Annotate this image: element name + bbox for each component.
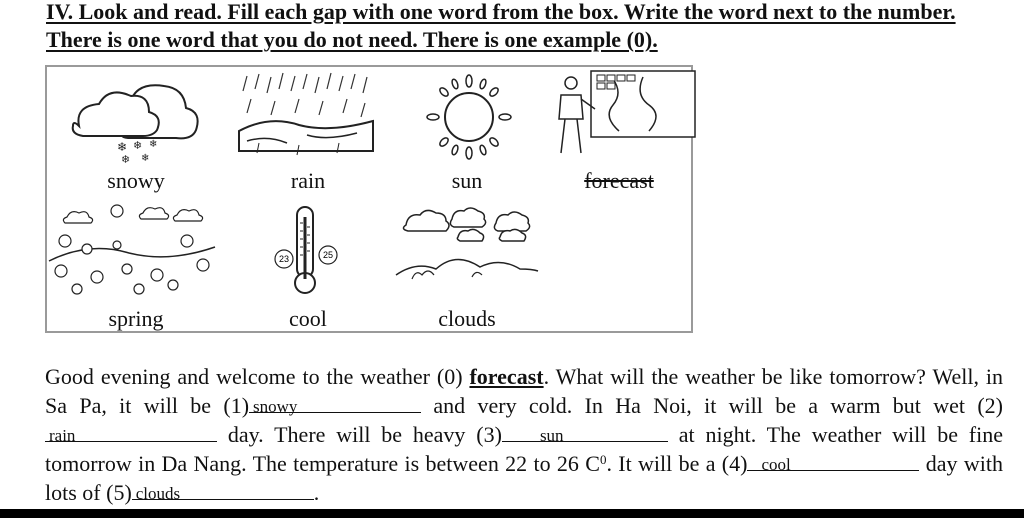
word-card-snowy [49, 71, 209, 167]
passage-text-2: . What will the weather be like tomorrow? Well, in Sa Pa, it will be (1) [45, 364, 1003, 418]
example-word: forecast [469, 364, 544, 389]
passage-text-8: . [313, 480, 320, 505]
answer-3: sun [539, 426, 564, 445]
word-box [45, 65, 693, 333]
svg-text:❄: ❄ [149, 139, 158, 150]
word-forecast-crossed: forecast [584, 168, 654, 193]
answer-1: snowy [253, 397, 298, 416]
gap-5[interactable] [132, 481, 314, 503]
gap-1[interactable] [249, 394, 421, 416]
word-clouds: clouds [438, 306, 496, 331]
svg-text:❄: ❄ [141, 153, 150, 164]
svg-text:❄: ❄ [133, 140, 143, 152]
exercise-instructions: IV. Look and read. Fill each gap with one word from the box. Write the word next to the number. There is one word that you do not need. There is one example (0). [46, 0, 956, 52]
word-card-sun [389, 71, 549, 163]
svg-text:❄: ❄ [121, 154, 131, 166]
passage-text-6: . It will be a (4) [606, 451, 748, 476]
word-card-rain [227, 71, 387, 161]
passage-text-5: at night. The weather will be fine tomorrow in Da Nang. The temperature is between 22 to 26 C [45, 422, 1004, 476]
answer-4: cool [761, 455, 791, 474]
word-rain: rain [290, 168, 326, 193]
word-spring: spring [108, 306, 164, 331]
word-snowy: snowy [107, 168, 165, 193]
thermometer-label-right: 25 [322, 250, 334, 260]
word-card-clouds [387, 205, 547, 285]
clouds-icon [392, 205, 542, 285]
passage-text-3: and very cold. In Ha Noi, it will be a warm but wet (2) [433, 393, 1004, 418]
word-card-forecast [545, 69, 705, 161]
reading-passage [45, 362, 1003, 507]
weather-presenter-icon [553, 69, 697, 161]
gap-3[interactable] [502, 423, 668, 445]
gap-2[interactable] [45, 423, 217, 445]
bottom-edge-bar [0, 509, 1024, 518]
sun-icon [414, 71, 524, 163]
svg-text:❄: ❄ [117, 140, 128, 154]
word-cool: cool [289, 306, 327, 331]
answer-2: rain [49, 426, 76, 445]
word-card-spring [47, 201, 207, 297]
gap-4[interactable] [747, 452, 919, 474]
word-sun: sun [451, 168, 483, 193]
word-card-cool [227, 203, 387, 299]
passage-text-1: Good evening and welcome to the weather (0) [45, 364, 463, 389]
degree-sign: 0 [599, 452, 607, 467]
passage-text-4: day. There will be heavy (3) [227, 422, 502, 447]
passage-text-7: day with lots of (5) [45, 451, 1003, 505]
spring-flowers-icon [47, 201, 217, 297]
snowy-cloud-icon [59, 71, 199, 167]
thermometer-label-left: 23 [278, 254, 290, 264]
thermometer-icon [272, 203, 342, 299]
rain-icon [237, 71, 377, 161]
answer-5: clouds [135, 484, 181, 503]
